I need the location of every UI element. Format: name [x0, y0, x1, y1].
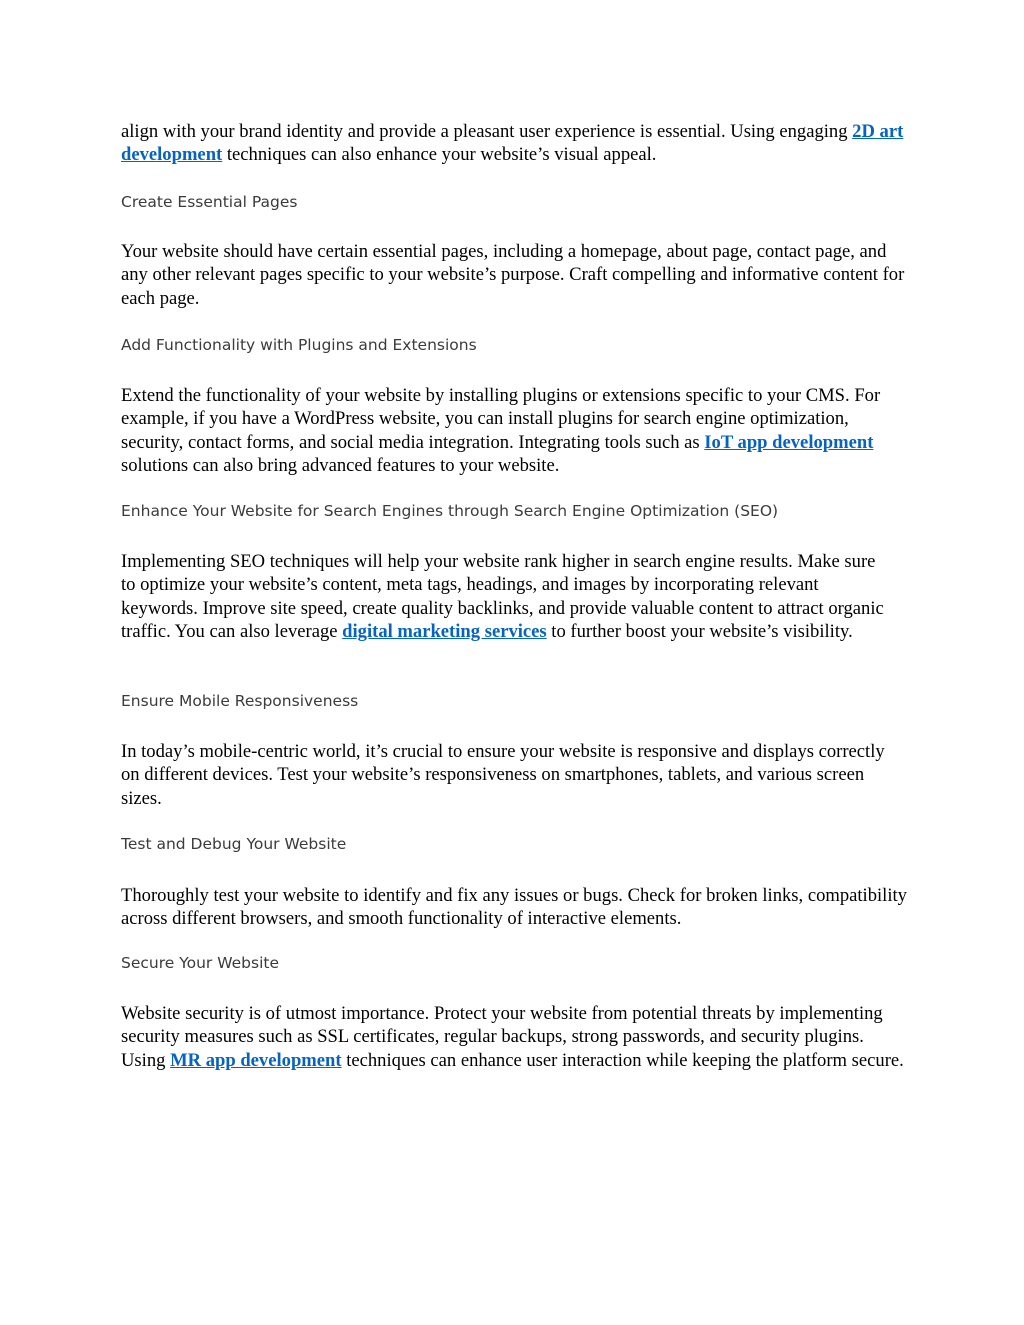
plugins-text: Extend the functionality of your website by installing plugins or extensions specific to your CMS. For example, if you have a WordPress website, you can install plugins for search engine optimization, security, contact forms, and social media integration. Integrating tools such as — [121, 385, 881, 453]
security-text-end: techniques can enhance user interaction while keeping the platform secure. — [341, 1049, 904, 1071]
seo-text: Implementing SEO techniques will help your website rank higher in search engine results. Make sure to optimize your website’s content, meta tags, headings, and images by incorporating relevant keywords. Improve site speed, create quality backlinks, and provide valuable content to attract organic traffic. You can also leverage — [121, 551, 884, 642]
link-2d-art-development[interactable]: 2D art development — [121, 121, 904, 166]
plugins-text-end: solutions can also bring advanced features to your website. — [121, 454, 560, 476]
heading-add-functionality: Add Functionality with Plugins and Extensions — [121, 336, 477, 354]
paragraph-security — [121, 1002, 906, 1072]
intro-text-end: techniques can also enhance your website’s visual appeal. — [222, 144, 657, 166]
paragraph-essential-pages: Your website should have certain essential pages, including a homepage, about page, contact page, and any other relevant pages specific to your website’s purpose. Craft compelling and informative content for each page. — [121, 241, 905, 309]
heading-secure-website: Secure Your Website — [121, 954, 280, 972]
intro-paragraph — [121, 120, 911, 167]
paragraph-seo — [121, 550, 893, 643]
link-digital-marketing-services[interactable]: digital marketing services — [342, 620, 547, 642]
heading-mobile-responsiveness: Ensure Mobile Responsiveness — [121, 692, 359, 710]
paragraph-test-debug: Thoroughly test your website to identify and fix any issues or bugs. Check for broken links, compatibility across different browsers, and smooth functionality of interactive elements. — [121, 885, 907, 930]
heading-test-debug: Test and Debug Your Website — [121, 835, 347, 853]
paragraph-mobile: In today’s mobile-centric world, it’s crucial to ensure your website is responsive and displays correctly on different devices. Test your website’s responsiveness on smartphones, tablets, and various screen sizes. — [121, 741, 885, 809]
heading-seo: Enhance Your Website for Search Engines through Search Engine Optimization (SEO) — [121, 502, 779, 520]
paragraph-plugins — [121, 384, 891, 477]
heading-create-essential-pages: Create Essential Pages — [121, 193, 298, 211]
link-mr-app-development[interactable]: MR app development — [170, 1049, 342, 1071]
link-iot-app-development[interactable]: IoT app development — [704, 431, 874, 453]
seo-text-end: to further boost your website’s visibility. — [546, 620, 853, 642]
security-text: Website security is of utmost importance. Protect your website from potential threats by implementing security measures such as SSL certificates, regular backups, strong passwords, and security plugins. Using — [121, 1003, 883, 1071]
intro-text: align with your brand identity and provide a pleasant user experience is essential. Using engaging — [121, 121, 853, 142]
